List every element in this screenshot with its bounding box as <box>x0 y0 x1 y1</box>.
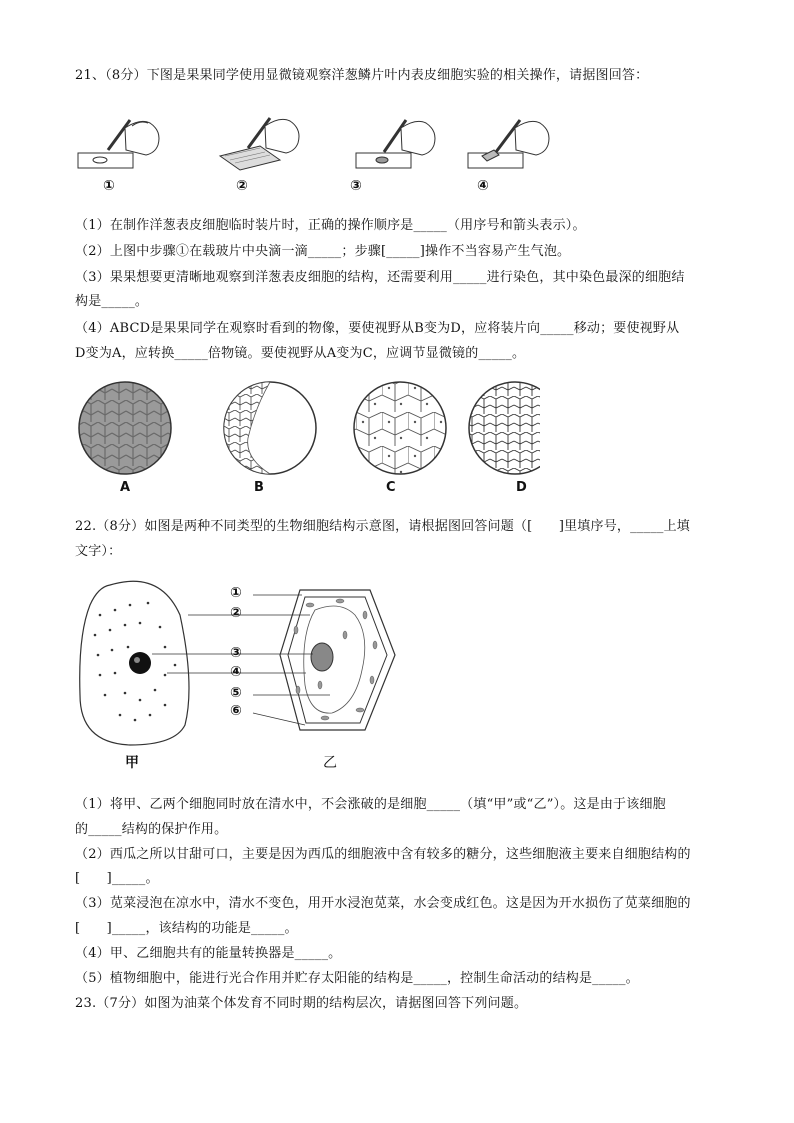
q22-sub4: （4）甲、乙细胞共有的能量转换器是_____。 <box>75 946 342 961</box>
step-4-figure <box>468 120 549 168</box>
q21-sub2: （2）上图中步骤①在载玻片中央滴一滴_____；步骤[_____]操作不当容易产生气泡。 <box>75 244 571 259</box>
cell-label-jia: 甲 <box>125 755 139 771</box>
view-label-c: C <box>386 480 396 495</box>
step-label-2: ② <box>236 178 248 194</box>
q22-sub3b: [ ]_____，该结构的功能是_____。 <box>75 921 298 936</box>
q21-header: 21、（8分）下图是果果同学使用显微镜观察洋葱鳞片叶内表皮细胞实验的相关操作，请据图回答： <box>75 68 649 83</box>
q22-sub2a: （2）西瓜之所以甘甜可口，主要是因为西瓜的细胞液中含有较多的糖分，这些细胞液主要来自细胞结构的 <box>75 847 691 862</box>
q22-sub3a: （3）苋菜浸泡在凉水中，清水不变色，用开水浸泡苋菜，水会变成红色。这是因为开水损伤了苋菜细胞的 <box>75 896 691 911</box>
animal-nucleus <box>129 652 151 674</box>
part-label-1: ① <box>230 585 242 601</box>
plant-nucleus <box>311 643 333 671</box>
q21-sub1: （1）在制作洋葱表皮细胞临时装片时，正确的操作顺序是_____（用序号和箭头表示）。 <box>75 218 586 233</box>
step-3-figure <box>356 120 435 168</box>
step-label-3: ③ <box>350 178 362 194</box>
q21-step-illustrations <box>70 108 570 198</box>
part-label-6: ⑥ <box>230 703 242 719</box>
view-a-circle <box>79 382 171 474</box>
view-label-d: D <box>516 480 527 495</box>
part-label-5: ⑤ <box>230 685 242 701</box>
step-1-figure <box>78 120 159 168</box>
q22-sub1a: （1）将甲、乙两个细胞同时放在清水中，不会涨破的是细胞_____（填“甲”或“乙”）。这是由于该细胞 <box>75 797 666 812</box>
q21-sub4b: D变为A，应转换_____倍物镜。要使视野从A变为C，应调节显微镜的_____。 <box>75 346 526 361</box>
view-label-a: A <box>120 480 131 495</box>
q22-header-a: 22.（8分）如图是两种不同类型的生物细胞结构示意图，请根据图回答问题（[ ]里填序号，_____上填 <box>75 519 690 534</box>
view-d-circle <box>469 382 540 474</box>
part-label-3: ③ <box>230 645 242 661</box>
step-2-figure <box>220 118 299 170</box>
q22-sub5: （5）植物细胞中，能进行光合作用并贮存太阳能的结构是_____，控制生命活动的结构是_____。 <box>75 971 639 986</box>
part-label-2: ② <box>230 605 242 621</box>
step-label-1: ① <box>103 178 115 194</box>
microscope-views <box>70 378 540 478</box>
view-c-circle <box>354 382 446 474</box>
cell-label-yi: 乙 <box>323 755 337 771</box>
q21-sub4a: （4）ABCD是果果同学在观察时看到的物像，要使视野从B变为D，应将装片向_____移动；要使视野从 <box>75 321 680 336</box>
q21-sub3a: （3）果果想要更清晰地观察到洋葱表皮细胞的结构，还需要利用_____进行染色，其中染色最深的细胞结 <box>75 270 685 285</box>
q21-sub3b: 构是_____。 <box>75 294 149 309</box>
part-label-4: ④ <box>230 664 242 680</box>
step-label-4: ④ <box>477 178 489 194</box>
q22-sub2b: [ ]_____。 <box>75 871 159 886</box>
view-label-b: B <box>254 480 264 495</box>
q22-sub1b: 的_____结构的保护作用。 <box>75 822 228 837</box>
q22-header-b: 文字）： <box>75 544 122 559</box>
q23-header: 23.（7分）如图为油菜个体发育不同时期的结构层次，请据图回答下列问题。 <box>75 996 528 1011</box>
